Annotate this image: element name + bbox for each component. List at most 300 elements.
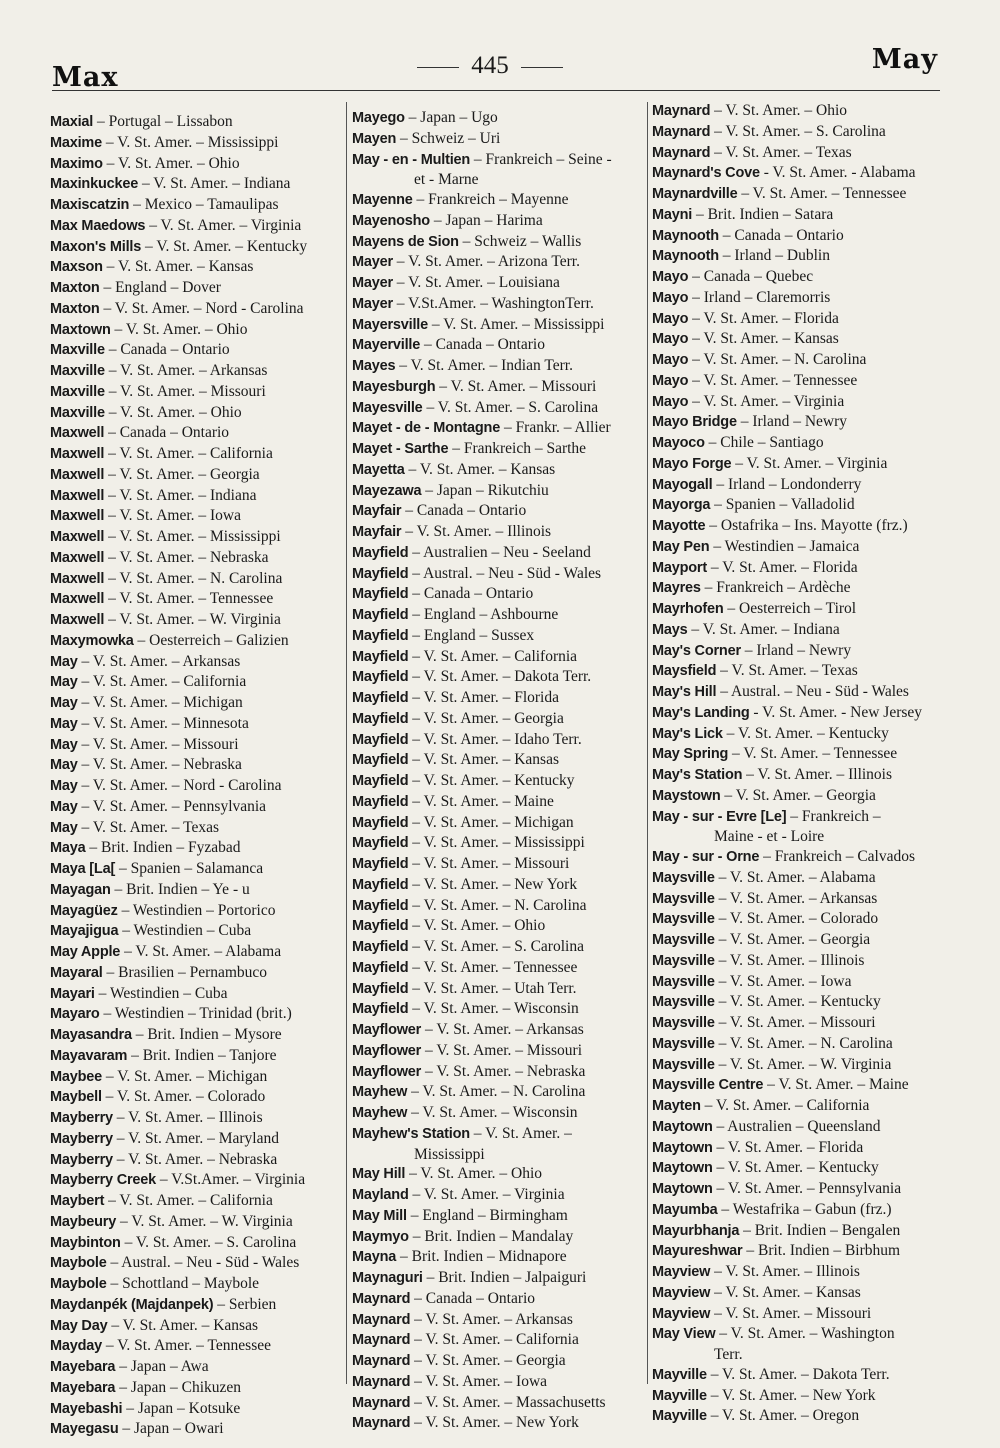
entry-row	[652, 392, 952, 413]
entry-row	[50, 901, 350, 922]
place-location: – V. St. Amer. – Wisconsin	[407, 1104, 578, 1121]
place-location: – V. St. Amer. – Indiana	[104, 486, 257, 504]
place-location: – V. St. Amer. – Oregon	[706, 1407, 860, 1425]
entry-row	[50, 797, 350, 818]
place-location: – Spanien – Salamanca	[115, 860, 264, 877]
entry-row	[50, 714, 350, 735]
place-name: Maxwell	[50, 487, 105, 504]
place-location: – Brit. Indien – Satara	[692, 205, 834, 223]
place-name: Mays	[652, 621, 688, 638]
place-location: – V. St. Amer. – Minnesota	[77, 714, 249, 732]
entry-column-3	[652, 101, 952, 1427]
place-location: – V. St. Amer. – Texas	[710, 143, 852, 161]
place-location: – V. St. Amer. – Alabama	[120, 943, 282, 960]
place-name: Mayfield	[352, 773, 409, 789]
entry-row	[50, 1419, 350, 1440]
place-location: – V. St. Amer. – Kentucky	[408, 772, 575, 789]
place-location: – V. St. Amer. – Arkansas	[77, 652, 241, 670]
place-name: Mayhew's Station	[352, 1125, 470, 1142]
place-name: May	[50, 778, 78, 794]
entry-row	[652, 433, 952, 454]
entry-row	[652, 1283, 952, 1304]
place-location: - V. St. Amer. - Alabama	[759, 164, 916, 182]
place-location: – V. St. Amer. – W. Virginia	[104, 611, 281, 628]
place-location: – Irland – Newry	[736, 413, 848, 431]
place-location: – V. St. Amer. – Kansas	[107, 1316, 259, 1334]
place-location: – V. St. Amer. – Nebraska	[77, 756, 242, 774]
entry-row	[652, 350, 952, 371]
place-location: – Japan – Awa	[115, 1358, 209, 1375]
page-number-text: 445	[471, 52, 509, 79]
place-location: – V. St. Amer. – Florida	[408, 689, 559, 706]
entry-row	[352, 1206, 652, 1227]
place-name: Maynard	[352, 1353, 411, 1369]
entry-row	[50, 942, 350, 963]
place-location: – Brit. Indien – Ye - u	[110, 880, 250, 898]
entry-row	[50, 1108, 350, 1129]
place-location: – Mexico – Tamaulipas	[129, 196, 279, 213]
place-name: May Mill	[352, 1207, 407, 1224]
place-name: Mayfield	[352, 544, 409, 561]
place-location: – Canada – Ontario	[718, 226, 844, 244]
place-location: – V. St. Amer. – California	[700, 1097, 870, 1114]
place-location: – V. St. Amer. – Arkansas	[104, 362, 268, 379]
entry-row	[50, 859, 350, 880]
place-location: – V. St. Amer. – Mississippi	[102, 133, 279, 151]
entry-row	[652, 558, 952, 579]
entry-row	[352, 958, 652, 979]
place-name: Maybeury	[50, 1213, 117, 1230]
place-name: Mayo	[652, 310, 689, 327]
place-name: Mayville	[652, 1408, 707, 1425]
entry-row	[50, 963, 350, 984]
entry-row	[352, 1330, 652, 1351]
place-name: Maytown	[652, 1118, 713, 1135]
place-name: May Day	[50, 1317, 108, 1334]
entry-row	[50, 652, 350, 673]
place-location: – V. St. Amer. – Ohio	[405, 1165, 543, 1183]
place-name: Maystown	[652, 787, 721, 804]
place-name: Maynard	[652, 144, 711, 161]
place-name: Mayfield	[352, 814, 409, 831]
entry-row	[50, 1378, 350, 1399]
place-name: Max Maedows	[50, 217, 146, 234]
entry-row	[352, 626, 652, 647]
place-name: May Pen	[652, 538, 710, 555]
place-location: – V. St. Amer. – Missouri	[714, 1014, 876, 1031]
place-location: – V. St. Amer. – Indiana	[138, 175, 291, 193]
place-location: – Canada – Ontario	[104, 341, 230, 359]
place-name: Maynard	[352, 1332, 411, 1349]
entry-row	[50, 444, 350, 465]
entry-row	[352, 750, 652, 771]
entry-row	[50, 527, 350, 548]
place-name: May	[50, 798, 78, 815]
place-name: May	[50, 757, 78, 774]
place-location: – V. St. Amer. – Michigan	[77, 694, 243, 711]
entry-row	[352, 1289, 652, 1310]
entry-row	[50, 465, 350, 486]
place-location: – Brit. Indien – Birbhum	[742, 1242, 901, 1260]
place-name: Mayberry Creek	[50, 1172, 157, 1189]
place-name: Mayo Forge	[652, 455, 732, 472]
place-location: – V. St. Amer. – Maine	[763, 1076, 909, 1094]
entry-row	[50, 1357, 350, 1378]
place-location: – V. St. Amer. – Kansas	[710, 1283, 861, 1301]
place-name: Mayberry	[50, 1151, 113, 1168]
entry-row	[50, 174, 350, 195]
entry-row	[652, 1221, 952, 1242]
place-name: Maxwell	[50, 446, 105, 462]
place-location: – Frankreich – Sarthe	[448, 440, 587, 457]
entry-row	[50, 1004, 350, 1025]
entry-row	[352, 792, 652, 813]
entry-row	[352, 1372, 652, 1393]
entry-row	[652, 992, 952, 1013]
place-name: Maytown	[652, 1181, 713, 1197]
entry-row	[352, 1310, 652, 1331]
entry-row	[652, 1158, 952, 1179]
place-location: – V. St. Amer. – Michigan	[102, 1067, 268, 1085]
place-location: – V. St. Amer. – Missouri	[435, 377, 597, 395]
entry-row	[652, 1055, 952, 1076]
entry-row	[352, 481, 652, 502]
place-location: – V. St. Amer. – S. Carolina	[710, 122, 886, 140]
place-name: Mayfield	[352, 586, 409, 603]
place-name: Mayegasu	[50, 1421, 119, 1438]
place-location: – V. St. Amer. – Pennsylvania	[77, 797, 267, 815]
place-name: Mayfield	[352, 897, 409, 914]
entry-row	[652, 868, 952, 889]
place-location: – V. St. Amer. – New York	[410, 1414, 579, 1432]
place-location: – V. St. Amer. – Virginia	[731, 454, 888, 472]
entry-row	[652, 163, 952, 184]
entry-row	[352, 190, 652, 211]
entry-row	[352, 418, 652, 439]
place-name: May Spring	[652, 746, 729, 763]
place-name: Mayaral	[50, 964, 103, 981]
place-name: Mayfield	[352, 731, 409, 748]
place-location: – V. St. Amer. – Pennsylvania	[712, 1180, 902, 1197]
place-name: May's Lick	[652, 725, 723, 742]
place-name: Mayview	[652, 1264, 711, 1280]
place-location: – V. St. Amer. – Arkansas	[421, 1021, 584, 1038]
entry-row	[50, 838, 350, 859]
entry-row	[652, 1406, 952, 1427]
place-name: Mayfield	[352, 876, 409, 893]
entry-row	[652, 1324, 952, 1365]
place-name: Maybole	[50, 1276, 107, 1292]
place-location: – Irland – Newry	[740, 641, 852, 659]
place-name: Mayfield	[352, 565, 409, 582]
place-location: – V. St. Amer. – N. Carolina	[104, 569, 283, 587]
place-name: Mayna	[352, 1249, 397, 1266]
entry-row	[352, 522, 652, 543]
place-location: – V. St. Amer. – Indian Terr.	[395, 357, 573, 374]
header-rule	[52, 90, 940, 91]
entry-row	[652, 661, 952, 682]
place-name: Maydanpék (Majdanpek)	[50, 1296, 214, 1313]
place-location: – V. St. Amer. – Nebraska	[421, 1062, 586, 1080]
place-name: Mayhew	[352, 1084, 408, 1101]
entry-row	[50, 693, 350, 714]
place-location: – Irland – Claremorris	[688, 288, 831, 306]
entry-row	[352, 667, 652, 688]
place-location: – Canada – Ontario	[401, 502, 527, 520]
entry-row	[652, 329, 952, 350]
place-location: – V. St. Amer. – Arizona Terr.	[392, 253, 580, 271]
place-name: Mayotte	[652, 518, 706, 534]
entry-row	[652, 246, 952, 267]
place-name: Mayview	[652, 1305, 711, 1322]
place-name: Mayfield	[352, 627, 409, 644]
place-name: Mayebara	[50, 1359, 116, 1375]
entry-row	[652, 930, 952, 951]
place-location: – V. St. Amer. – Florida	[688, 309, 839, 327]
entry-row	[652, 412, 952, 433]
entry-row	[50, 361, 350, 382]
place-location: – V. St. Amer. – N. Carolina	[688, 351, 867, 368]
place-location: – V. St. Amer. – Tennessee	[104, 590, 274, 608]
place-name: Mayumba	[652, 1201, 718, 1218]
entry-row	[352, 1413, 652, 1434]
place-name: Maxon's Mills	[50, 238, 142, 255]
place-location: – Schweiz – Wallis	[458, 232, 582, 250]
entry-row	[652, 724, 952, 745]
entry-row	[352, 813, 652, 834]
entry-row	[352, 1227, 652, 1248]
entry-row	[352, 647, 652, 668]
place-name: Maysville	[652, 1035, 715, 1052]
entry-row	[50, 1046, 350, 1067]
place-location: – V. St. Amer. – Georgia	[720, 786, 876, 804]
entry-row	[352, 1351, 652, 1372]
place-name: Maxwell	[50, 466, 105, 483]
entry-row	[352, 833, 652, 854]
entry-row	[352, 1103, 652, 1124]
place-location: – V. St. Amer. – S. Carolina	[422, 398, 599, 416]
place-name: Mayenosho	[352, 212, 430, 229]
place-location: – V. St. Amer. – W. Virginia	[116, 1212, 293, 1230]
entry-row	[50, 735, 350, 756]
entry-row	[50, 1316, 350, 1337]
place-name: Mayflower	[352, 1042, 422, 1059]
place-location: – V. St. Amer. – Ohio	[408, 917, 546, 935]
entry-row	[352, 460, 652, 481]
entry-row	[352, 1247, 652, 1268]
place-name: Maynooth	[652, 248, 719, 265]
entry-column-1	[50, 112, 350, 1440]
place-name: Mayajigua	[50, 923, 119, 940]
place-name: Maxwell	[50, 529, 105, 545]
place-location: – Brit. Indien – Mysore	[131, 1026, 282, 1043]
place-name: Maya [La[	[50, 861, 116, 877]
place-name: Mayer	[352, 254, 393, 271]
place-location: – V. St. Amer. – Dakota Terr.	[706, 1365, 890, 1383]
entry-row	[652, 267, 952, 288]
entry-row	[652, 972, 952, 993]
entry-row	[652, 226, 952, 247]
place-location: – V. St. Amer. – Illinois	[112, 1109, 263, 1126]
entry-row	[352, 108, 652, 129]
place-location: – Brit. Indien – Mandalay	[408, 1227, 574, 1245]
place-name: Maxton	[50, 280, 100, 296]
entry-row	[352, 1082, 652, 1103]
place-name: Maysville	[652, 890, 715, 907]
entry-row	[352, 129, 652, 150]
place-name: Maynaguri	[352, 1270, 423, 1286]
place-location: – V. St. Amer. – Iowa	[714, 972, 852, 990]
place-location: – V. St. Amer. – Georgia	[408, 709, 564, 727]
entry-row	[50, 423, 350, 444]
place-name: May - sur - Evre [Le]	[652, 808, 787, 825]
place-name: Mayo	[652, 269, 689, 285]
entry-row	[50, 1191, 350, 1212]
place-name: Maxymowka	[50, 632, 134, 649]
place-location: – V. St. Amer. – Arkansas	[714, 889, 878, 907]
entry-row	[352, 979, 652, 1000]
place-location: – V. St. Amer. – Georgia	[714, 931, 871, 948]
place-name: May Hill	[352, 1166, 406, 1183]
place-name: Maxville	[50, 404, 105, 421]
entry-row	[652, 620, 952, 641]
entry-row	[652, 475, 952, 496]
place-name: May's Landing	[652, 704, 750, 721]
place-name: Mayerville	[352, 337, 421, 354]
place-name: Mayflower	[352, 1022, 422, 1038]
entry-row	[352, 999, 652, 1020]
place-name: Mayen	[352, 130, 397, 147]
place-name: Mayberry	[50, 1130, 113, 1147]
entry-row	[352, 1164, 652, 1185]
place-location: – V. St. Amer. – Florida	[712, 1138, 864, 1156]
place-location: – V. St. Amer. – Missouri	[77, 735, 239, 753]
place-name: Maxville	[50, 383, 105, 400]
entry-row	[352, 150, 652, 191]
place-name: May - sur - Orne	[652, 849, 760, 865]
place-name: May's Hill	[652, 684, 717, 700]
place-location: – Austral. – Neu - Süd - Wales	[408, 564, 602, 582]
entry-row	[50, 320, 350, 341]
place-name: Maysville	[652, 1015, 715, 1031]
place-name: May	[50, 674, 78, 691]
place-location: – Austral. – Neu - Süd - Wales	[106, 1254, 300, 1272]
place-location: – V. St. Amer. – Massachusetts	[410, 1393, 606, 1411]
place-name: Maxwell	[50, 612, 105, 628]
entry-row	[652, 1138, 952, 1159]
place-location: – V. St. Amer. – Mississippi	[408, 834, 585, 852]
entry-row	[652, 309, 952, 330]
place-name: Maynooth	[652, 227, 719, 244]
place-location: – V. St. Amer. – Illinois	[710, 1263, 860, 1280]
place-name: May's Station	[652, 767, 743, 783]
entry-row	[352, 875, 652, 896]
place-name: Mayfield	[352, 856, 409, 872]
entry-row	[652, 786, 952, 807]
entry-row	[652, 371, 952, 392]
place-location: – V. St. Amer. – S. Carolina	[120, 1233, 297, 1251]
place-location: – V. St. Amer. – Illinois	[714, 951, 865, 969]
place-name: Maytown	[652, 1160, 713, 1177]
place-location: – V. St. Amer. – Missouri	[104, 382, 266, 400]
entry-row	[652, 143, 952, 164]
entry-row	[50, 382, 350, 403]
place-name: Mayo	[652, 331, 689, 348]
place-location: – V.St.Amer. – WashingtonTerr.	[392, 294, 594, 312]
place-location: – V. St. Amer. – Tennessee	[737, 185, 907, 202]
entry-row	[652, 454, 952, 475]
place-location: – V. St. Amer. – Washington	[715, 1325, 895, 1343]
place-name: Maybell	[50, 1089, 102, 1106]
entry-row	[652, 184, 952, 205]
place-location: – Westindien – Portorico	[117, 901, 276, 919]
place-location: – Brasilien – Pernambuco	[102, 963, 268, 981]
place-name: Maya	[50, 840, 86, 857]
entry-row	[652, 682, 952, 703]
place-location: – V. St. Amer. – Georgia	[410, 1352, 566, 1369]
place-name: Mayagüez	[50, 902, 118, 919]
entry-row	[50, 257, 350, 278]
entry-row	[652, 847, 952, 868]
place-name: Maxton	[50, 300, 100, 317]
place-name: Mayfield	[352, 980, 409, 997]
place-name: Mayfield	[352, 793, 409, 810]
entry-row	[352, 709, 652, 730]
place-name: May View	[652, 1326, 716, 1343]
place-name: Maynard	[352, 1311, 411, 1328]
place-location: – V. St. Amer. – Utah Terr.	[408, 979, 577, 997]
place-location: – Brit. Indien – Fyzabad	[85, 839, 241, 857]
entry-row	[50, 921, 350, 942]
place-name: Maxwell	[50, 549, 105, 566]
place-name: Maxson	[50, 259, 103, 276]
place-name: Mayo	[652, 289, 689, 306]
place-location: – Westindien – Jamaica	[709, 537, 860, 555]
place-location: – V. St. Amer. – Georgia	[104, 465, 260, 483]
place-location: – V. St. Amer. – Ohio	[110, 320, 248, 338]
place-name: Maynard's Cove	[652, 165, 760, 182]
place-name: Maxville	[50, 363, 105, 379]
place-location: – Schottland – Maybole	[106, 1275, 260, 1292]
place-location: – Schweiz – Uri	[396, 129, 501, 147]
header-dash	[521, 67, 563, 68]
place-location: – V. St. Amer. – Colorado	[101, 1088, 266, 1106]
entry-row	[50, 1274, 350, 1295]
entry-row	[352, 1020, 652, 1041]
place-name: Mayport	[652, 559, 707, 576]
place-name: May - en - Multien	[352, 151, 471, 168]
place-name: Maysville	[652, 973, 715, 990]
page-number	[400, 52, 580, 80]
place-location: – V. St. Amer. – California	[104, 1192, 273, 1209]
place-location: – Westindien – Cuba	[118, 922, 252, 940]
place-name: Maxwell	[50, 425, 105, 442]
place-location: – Frankreich –	[786, 807, 881, 825]
place-location: – V. St. Amer. – Michigan	[408, 813, 574, 831]
place-name: Mayday	[50, 1338, 102, 1355]
place-name: Mayesburgh	[352, 378, 436, 395]
place-location: – V. St. Amer. – Missouri	[408, 855, 570, 872]
place-name: Mayres	[652, 580, 701, 597]
entry-row	[50, 237, 350, 258]
place-location: – Canada – Ontario	[104, 424, 230, 442]
entry-row	[50, 403, 350, 424]
entry-row	[352, 771, 652, 792]
place-location: – Irland – Dublin	[718, 247, 830, 265]
place-location: – V. St. Amer. – Nord - Carolina	[77, 777, 282, 794]
place-name: Mayo	[652, 393, 689, 410]
place-name: Mayfair	[352, 524, 402, 540]
